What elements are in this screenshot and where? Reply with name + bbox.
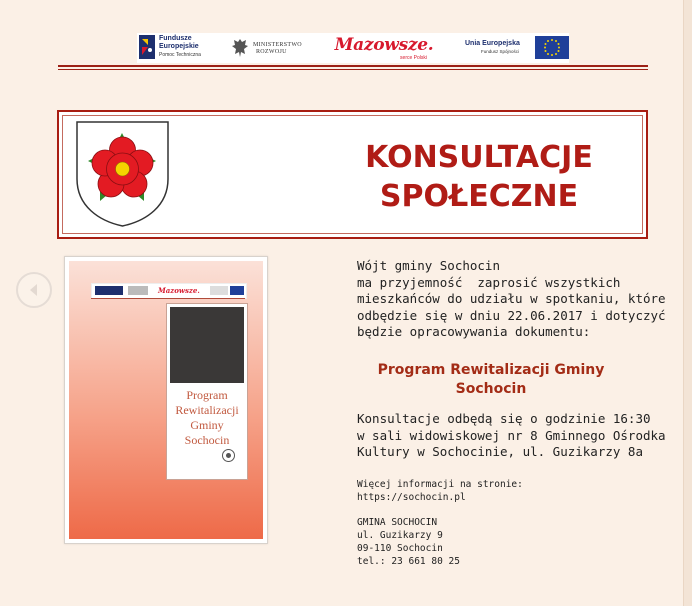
poster-card <box>166 303 248 480</box>
fe-sub: Pomoc Techniczna <box>159 52 201 58</box>
header-divider-thin <box>58 69 648 70</box>
address-line: ul. Guzikarzy 9 <box>357 530 443 541</box>
fe-line2: Europejskie <box>159 43 199 50</box>
poster-title-line2: Rewitalizacji <box>175 403 239 417</box>
intro-line: odbędzie się w dniu 22.06.2017 i dotyczyć <box>357 307 666 323</box>
header-divider <box>58 65 648 67</box>
poster-title <box>167 388 247 448</box>
ministry-line1: MINISTERSTWO <box>253 42 302 48</box>
unia-europejska-logo <box>465 33 569 63</box>
poster-eu-text <box>210 286 228 295</box>
poster-thumbnail[interactable] <box>64 256 268 544</box>
poster-divider <box>91 298 245 299</box>
address-line: GMINA SOCHOCIN <box>357 517 438 528</box>
contact-address <box>357 516 657 568</box>
document-title-line2: Sochocin <box>455 381 527 397</box>
detail-line: Kultury w Sochocinie, ul. Guzikarzy 8a <box>357 444 643 459</box>
title-line2: SPOŁECZNE <box>379 179 579 214</box>
eu-sub: Fundusz Spójności <box>481 49 520 54</box>
detail-line: w sali widowiskowej nr 8 Gminnego Ośrodka <box>357 427 666 443</box>
poster-title-line3: Gminy <box>190 418 224 432</box>
poster-mazowsze-logo: Mazowsze. <box>158 286 200 295</box>
fundusze-europejskie-icon <box>139 35 155 59</box>
page-title <box>329 138 629 216</box>
intro-line: mieszkańców do udziału w spotkaniu, które <box>357 291 666 306</box>
intro-line: ma przyjemność zaprosić wszystkich <box>357 274 621 290</box>
poster-seal-icon <box>222 449 235 462</box>
document-title-line1: Program Rewitalizacji Gminy <box>377 362 605 378</box>
rose-crest-icon <box>76 121 169 227</box>
chevron-left-icon <box>27 283 41 297</box>
title-banner <box>57 110 648 239</box>
poster-title-line4: Sochocin <box>184 433 230 447</box>
more-info-label: Więcej informacji na stronie: <box>357 479 523 490</box>
meeting-details <box>357 411 666 461</box>
title-line1: KONSULTACJE <box>365 140 593 175</box>
poster-logo-strip <box>91 283 247 299</box>
poster-ministry-logo <box>128 286 148 295</box>
fe-line1: Fundusze <box>159 35 192 42</box>
previous-slide-button[interactable] <box>16 272 52 308</box>
address-line: 09-110 Sochocin <box>357 543 443 554</box>
poster-photo-placeholder <box>170 307 244 383</box>
poster-image <box>69 261 263 539</box>
poster-eu-flag <box>230 286 244 295</box>
poster-fe-logo <box>95 286 123 295</box>
website-link[interactable]: https://sochocin.pl <box>357 492 466 503</box>
announcement-intro <box>357 258 666 341</box>
ministry-line2: ROZWOJU <box>256 49 287 55</box>
mazowsze-logo <box>323 33 445 63</box>
eagle-emblem-icon <box>231 37 249 59</box>
eu-line1: Unia Europejska <box>465 40 520 47</box>
fundusze-europejskie-logo <box>137 33 213 63</box>
page-right-edge <box>683 0 692 606</box>
address-line: tel.: 23 661 80 25 <box>357 556 460 567</box>
funding-logos-strip <box>137 33 569 63</box>
detail-line: Konsultacje odbędą się o godzinie 16:30 <box>357 411 651 426</box>
mazowsze-tagline: serce Polski <box>400 55 427 61</box>
eu-flag-icon <box>535 36 569 59</box>
poster-title-line1: Program <box>186 388 228 402</box>
intro-line: będzie opracowywania dokumentu: <box>357 324 591 339</box>
more-info <box>357 478 657 504</box>
intro-line: Wójt gminy Sochocin <box>357 258 500 273</box>
ministerstwo-rozwoju-logo <box>229 33 309 63</box>
mazowsze-wordmark: Mazowsze. <box>334 35 434 55</box>
document-title <box>357 361 625 399</box>
